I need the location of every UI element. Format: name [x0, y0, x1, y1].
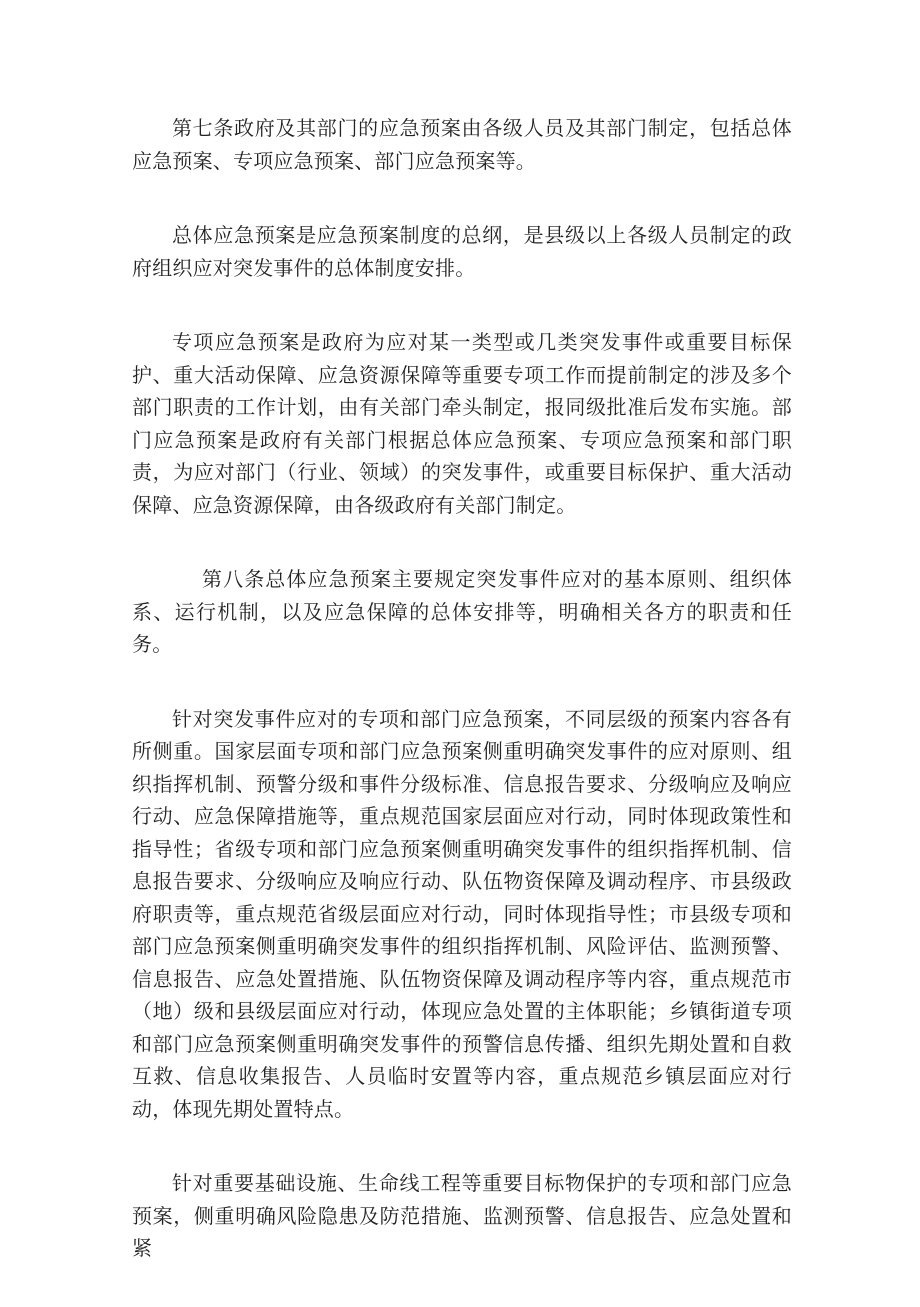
- paragraph-article-8: 第八条总体应急预案主要规定突发事件应对的基本原则、组织体系、运行机制，以及应急保障的总体安排等，明确相关各方的职责和任务。: [132, 567, 792, 656]
- paragraph-article-7: 第七条政府及其部门的应急预案由各级人员及其部门制定，包括总体应急预案、专项应急预案、部门应急预案等。: [132, 116, 792, 173]
- paragraph-special-plan: 专项应急预案是政府为应对某一类型或几类突发事件或重要目标保护、重大活动保障、应急资源保障等重要专项工作而提前制定的涉及多个部门职责的工作计划，由有关部门牵头制定，报同级批准后发布实施。部门应急预案是政府有关部门根据总体应急预案、专项应急预案和部门职责，为应对部门（行业、领域）的突发事件，或重要目标保护、重大活动保障、应急资源保障，由各级政府有关部门制定。: [132, 330, 792, 517]
- paragraph-level-emphasis: 针对突发事件应对的专项和部门应急预案，不同层级的预案内容各有所侧重。国家层面专项和部门应急预案侧重明确突发事件的应对原则、组织指挥机制、预警分级和事件分级标准、信息报告要求、分级响应及响应行动、应急保障措施等，重点规范国家层面应对行动，同时体现政策性和指导性；省级专项和部门应急预案侧重明确突发事件的组织指挥机制、信息报告要求、分级响应及响应行动、队伍物资保障及调动程序、市县级政府职责等，重点规范省级层面应对行动，同时体现指导性；市县级专项和部门应急预案侧重明确突发事件的组织指挥机制、风险评估、监测预警、信息报告、应急处置措施、队伍物资保障及调动程序等内容，重点规范市（地）级和县级层面应对行动，体现应急处置的主体职能；乡镇街道专项和部门应急预案侧重明确突发事件的预警信息传播、组织先期处置和自救互救、信息收集报告、人员临时安置等内容，重点规范乡镇层面应对行动，体现先期处置特点。: [132, 706, 792, 1121]
- paragraph-infrastructure: 针对重要基础设施、生命线工程等重要目标物保护的专项和部门应急预案，侧重明确风险隐患及防范措施、监测预警、信息报告、应急处置和紧: [132, 1171, 792, 1260]
- document-body: [132, 112, 792, 1307]
- paragraph-overall-plan: 总体应急预案是应急预案制度的总纲，是县级以上各级人员制定的政府组织应对突发事件的总体制度安排。: [132, 223, 792, 280]
